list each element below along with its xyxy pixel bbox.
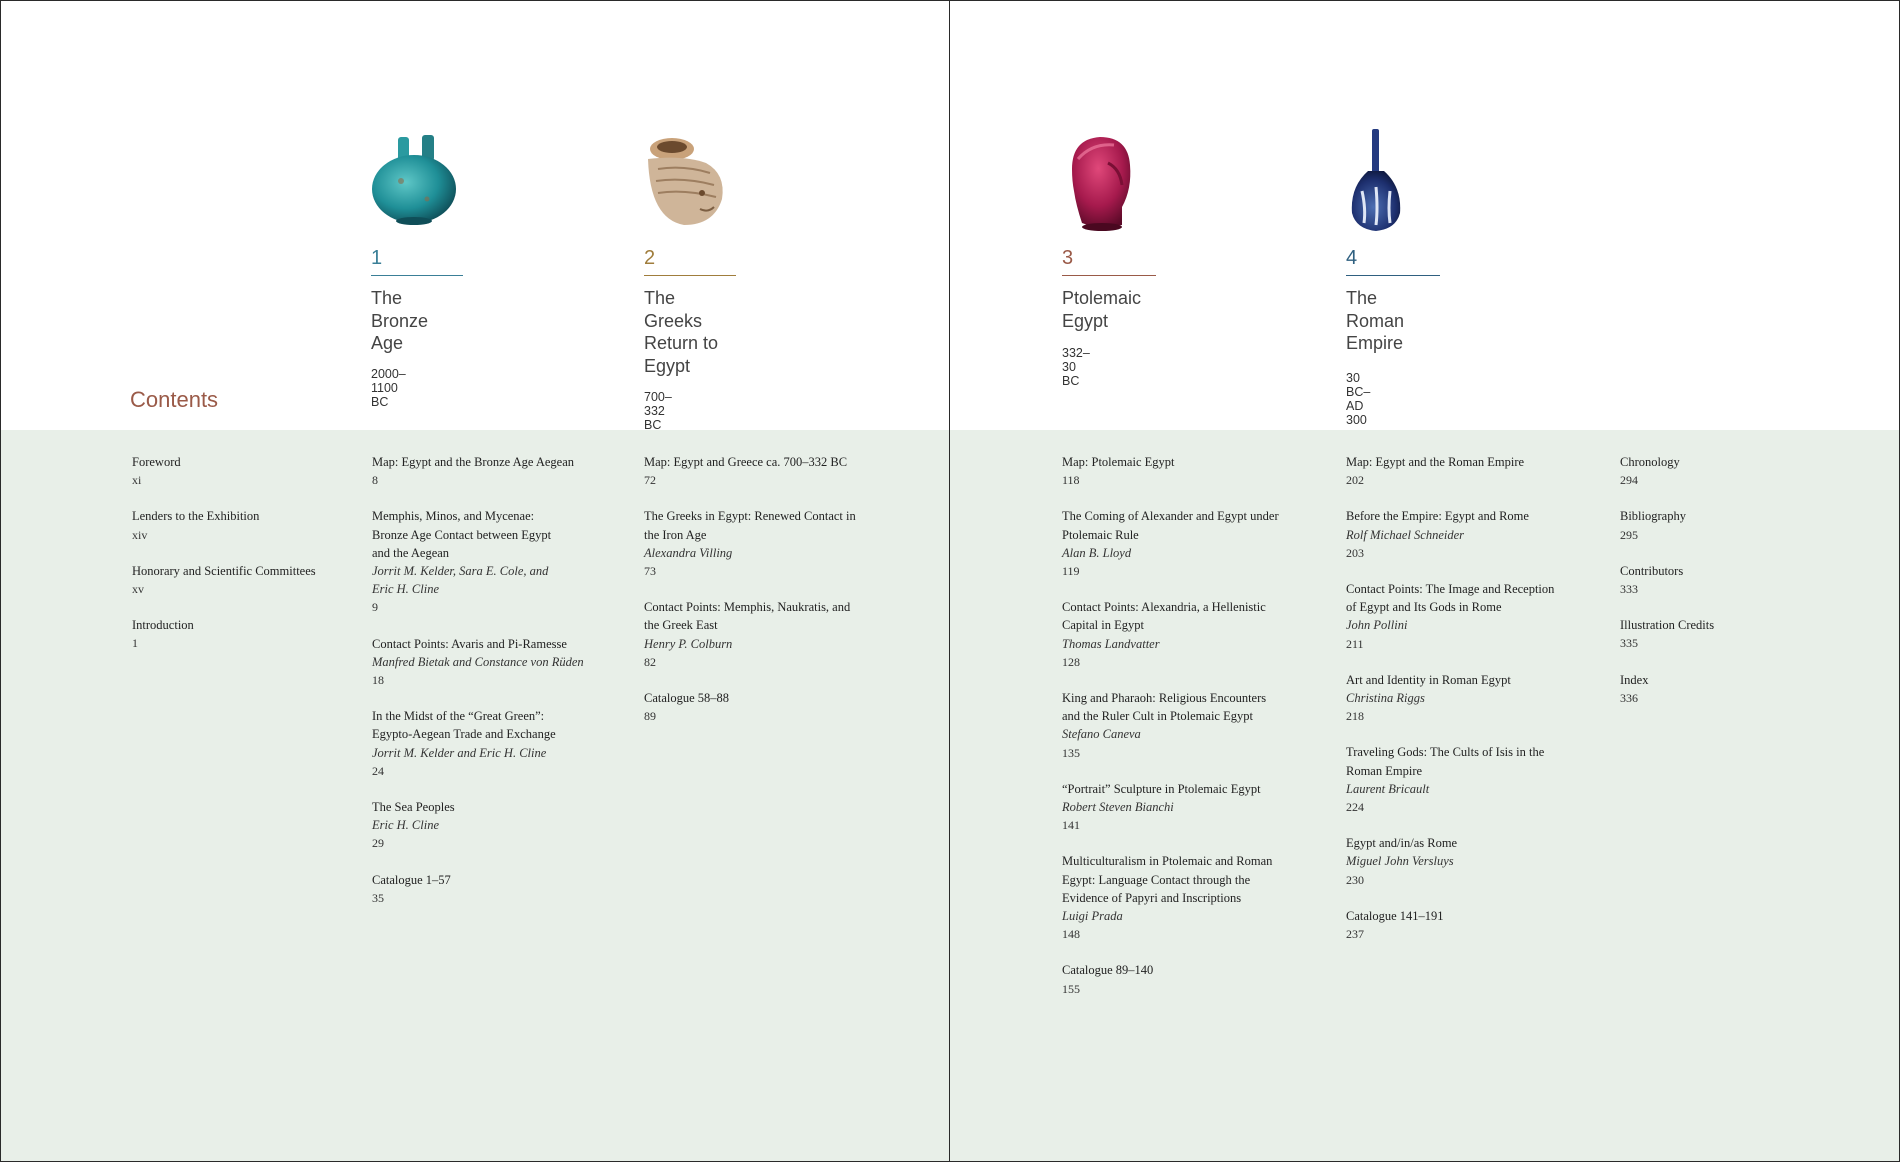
- entry-author: Stefano Caneva: [1062, 727, 1141, 742]
- entry-page: 29: [372, 836, 384, 851]
- list-item[interactable]: [644, 507, 909, 580]
- list-item[interactable]: [1062, 780, 1327, 835]
- entry-title: Contact Points: The Image and Reception of Egypt and Its Gods in Rome: [1346, 582, 1555, 615]
- entry-title: Map: Egypt and the Roman Empire: [1346, 455, 1525, 469]
- entry-author: Robert Steven Bianchi: [1062, 800, 1174, 815]
- entry-page: 211: [1346, 636, 1364, 651]
- entry-page: 9: [372, 600, 378, 615]
- list-item[interactable]: [1346, 507, 1606, 562]
- list-item[interactable]: [1346, 671, 1606, 726]
- list-item[interactable]: [1620, 453, 1750, 489]
- entry-title: Memphis, Minos, and Mycenae: Bronze Age Contact between Egypt and the Aegean: [372, 509, 552, 560]
- entry-title: Traveling Gods: The Cults of Isis in the Roman Empire: [1346, 745, 1545, 778]
- left-top-band: [1, 1, 949, 430]
- entry-title: Bibliography: [1620, 509, 1686, 524]
- entry-author: Henry P. Colburn: [644, 636, 733, 651]
- list-item[interactable]: [1062, 961, 1327, 997]
- list-item[interactable]: [372, 798, 622, 853]
- entry-page: 295: [1620, 527, 1638, 542]
- list-item[interactable]: [1062, 507, 1327, 580]
- list-item[interactable]: [1620, 616, 1750, 652]
- entry-page: xi: [132, 473, 142, 488]
- entry-title: Contributors: [1620, 563, 1684, 578]
- list-item[interactable]: [132, 616, 342, 652]
- chapter-2-dates: 700–332 BC: [644, 390, 672, 432]
- chapter-4-entries: [1346, 453, 1606, 961]
- entry-page: 230: [1346, 872, 1364, 887]
- entry-title: King and Pharaoh: Religious Encounters and the Ruler Cult in Ptolemaic Egypt: [1062, 691, 1267, 724]
- entry-author: Christina Riggs: [1346, 691, 1425, 706]
- entry-author: Eric H. Cline: [372, 818, 440, 833]
- entry-page: 8: [372, 473, 378, 488]
- list-item[interactable]: [1062, 689, 1327, 762]
- entry-page: 218: [1346, 709, 1364, 724]
- entry-title: In the Midst of the “Great Green”: Egypto-Aegean Trade and Exchange: [372, 709, 556, 742]
- turquoise-faience-vessel-image: [371, 129, 471, 239]
- front-matter-list: [132, 453, 342, 671]
- chapter-3-title: Ptolemaic Egypt: [1062, 288, 1142, 331]
- back-matter-list: [1620, 453, 1750, 725]
- entry-page: 203: [1346, 545, 1364, 560]
- list-item[interactable]: [1346, 834, 1606, 889]
- entry-title: Lenders to the Exhibition: [132, 509, 260, 524]
- chapter-2-title: The Greeks Return to Egypt: [644, 288, 719, 376]
- entry-author: Rolf Michael Schneider: [1346, 527, 1465, 542]
- entry-page: 333: [1620, 582, 1638, 597]
- entry-page: 89: [644, 709, 656, 724]
- chapter-3-dates: 332–30 BC: [1062, 346, 1090, 388]
- list-item[interactable]: [644, 453, 909, 489]
- entry-title: Egypt and/in/as Rome: [1346, 836, 1458, 851]
- entry-page: 155: [1062, 981, 1080, 996]
- list-item[interactable]: [132, 453, 342, 489]
- chapter-1-title: The Bronze Age: [371, 288, 429, 353]
- list-item[interactable]: [132, 507, 342, 543]
- entry-author: Laurent Bricault: [1346, 781, 1430, 796]
- chapter-1-entries: [372, 453, 622, 925]
- right-page: [949, 0, 1900, 1162]
- entry-author: Miguel John Versluys: [1346, 854, 1454, 869]
- entry-page: xiv: [132, 527, 148, 542]
- entry-page: 224: [1346, 800, 1364, 815]
- entry-page: 35: [372, 890, 384, 905]
- entry-page: 128: [1062, 654, 1080, 669]
- entry-title: Foreword: [132, 455, 181, 469]
- entry-page: xv: [132, 582, 144, 597]
- entry-title: The Coming of Alexander and Egypt under Ptolemaic Rule: [1062, 509, 1279, 542]
- entry-page: 18: [372, 673, 384, 688]
- list-item[interactable]: [372, 453, 622, 489]
- list-item[interactable]: [1346, 743, 1606, 816]
- chapter-4-number: 4: [1346, 247, 1358, 269]
- entry-title: Before the Empire: Egypt and Rome: [1346, 509, 1529, 524]
- entry-page: 119: [1062, 564, 1080, 579]
- entry-page: 82: [644, 654, 656, 669]
- entry-author: Luigi Prada: [1062, 909, 1123, 924]
- entry-title: Chronology: [1620, 455, 1680, 469]
- list-item[interactable]: [1620, 562, 1750, 598]
- entry-page: 237: [1346, 927, 1364, 942]
- entry-title: Catalogue 1–57: [372, 872, 451, 887]
- contents-heading: Contents: [130, 387, 219, 412]
- red-glass-head-inlay-image: [1062, 129, 1162, 239]
- entry-title: Index: [1620, 672, 1649, 687]
- list-item[interactable]: [1346, 907, 1606, 943]
- entry-page: 24: [372, 763, 384, 778]
- entry-author: Alexandra Villing: [644, 545, 733, 560]
- list-item[interactable]: [372, 707, 622, 780]
- entry-author: Jorrit M. Kelder and Eric H. Cline: [372, 745, 547, 760]
- list-item[interactable]: [1620, 507, 1750, 543]
- chapter-4-dates: 30 BC–AD 300: [1346, 371, 1371, 427]
- chapter-3-rule: [1062, 275, 1156, 276]
- chapter-2-number: 2: [644, 247, 656, 269]
- entry-title: “Portrait” Sculpture in Ptolemaic Egypt: [1062, 781, 1261, 796]
- entry-page: 118: [1062, 473, 1080, 488]
- entry-title: Honorary and Scientific Committees: [132, 563, 316, 578]
- entry-page: 1: [132, 636, 138, 651]
- entry-title: The Sea Peoples: [372, 800, 455, 815]
- list-item[interactable]: [644, 598, 909, 671]
- chapter-1-rule: [371, 275, 463, 276]
- entry-page: 202: [1346, 473, 1364, 488]
- entry-title: Illustration Credits: [1620, 618, 1715, 633]
- list-item[interactable]: [1620, 671, 1750, 707]
- entry-page: 294: [1620, 473, 1638, 488]
- chapter-2-rule: [644, 275, 736, 276]
- list-item[interactable]: [1062, 598, 1327, 671]
- entry-title: Introduction: [132, 618, 194, 633]
- chapter-4-rule: [1346, 275, 1440, 276]
- entry-page: 73: [644, 564, 656, 579]
- entry-title: Map: Ptolemaic Egypt: [1062, 455, 1175, 469]
- chapter-1-number: 1: [371, 247, 383, 269]
- entry-title: Contact Points: Alexandria, a Hellenistic Capital in Egypt: [1062, 600, 1266, 633]
- entry-title: Map: Egypt and Greece ca. 700–332 BC: [644, 455, 848, 469]
- entry-title: Catalogue 58–88: [644, 691, 730, 706]
- entry-author: Manfred Bietak and Constance von Rüden: [372, 654, 584, 669]
- list-item[interactable]: [1346, 453, 1606, 489]
- list-item[interactable]: [1062, 852, 1327, 943]
- entry-page: 336: [1620, 690, 1638, 705]
- entry-page: 72: [644, 473, 656, 488]
- chapter-4-title: The Roman Empire: [1346, 288, 1405, 353]
- list-item[interactable]: [372, 635, 622, 690]
- chapter-3-number: 3: [1062, 247, 1074, 269]
- entry-title: Map: Egypt and the Bronze Age Aegean: [372, 455, 575, 469]
- entry-author: Thomas Landvatter: [1062, 636, 1160, 651]
- entry-page: 141: [1062, 818, 1080, 833]
- list-item[interactable]: [132, 562, 342, 598]
- chapter-2-entries: [644, 453, 909, 743]
- entry-author: Jorrit M. Kelder, Sara E. Cole, and Eric H. Cline: [372, 564, 549, 597]
- entry-author: Alan B. Lloyd: [1062, 545, 1132, 560]
- list-item[interactable]: [644, 689, 909, 725]
- entry-title: Contact Points: Memphis, Naukratis, and the Greek East: [644, 600, 851, 633]
- list-item[interactable]: [372, 871, 622, 907]
- entry-title: Art and Identity in Roman Egypt: [1346, 672, 1511, 687]
- terracotta-head-vessel-image: [644, 129, 744, 239]
- chapter-1-dates: 2000–1100 BC: [371, 367, 406, 409]
- blue-glass-bottle-image: [1346, 129, 1446, 239]
- entry-title: Multiculturalism in Ptolemaic and Roman Egypt: Language Contact through the Evidence of Papyri and Inscriptions: [1062, 854, 1273, 905]
- entry-page: 335: [1620, 636, 1638, 651]
- list-item[interactable]: [1062, 453, 1327, 489]
- list-item[interactable]: [372, 507, 622, 616]
- entry-title: The Greeks in Egypt: Renewed Contact in the Iron Age: [644, 509, 856, 542]
- entry-title: Catalogue 89–140: [1062, 963, 1154, 978]
- entry-title: Contact Points: Avaris and Pi-Ramesse: [372, 636, 567, 651]
- entry-title: Catalogue 141–191: [1346, 908, 1444, 923]
- entry-page: 135: [1062, 745, 1080, 760]
- chapter-3-entries: [1062, 453, 1327, 1016]
- list-item[interactable]: [1346, 580, 1606, 653]
- entry-page: 148: [1062, 927, 1080, 942]
- entry-author: John Pollini: [1346, 618, 1408, 633]
